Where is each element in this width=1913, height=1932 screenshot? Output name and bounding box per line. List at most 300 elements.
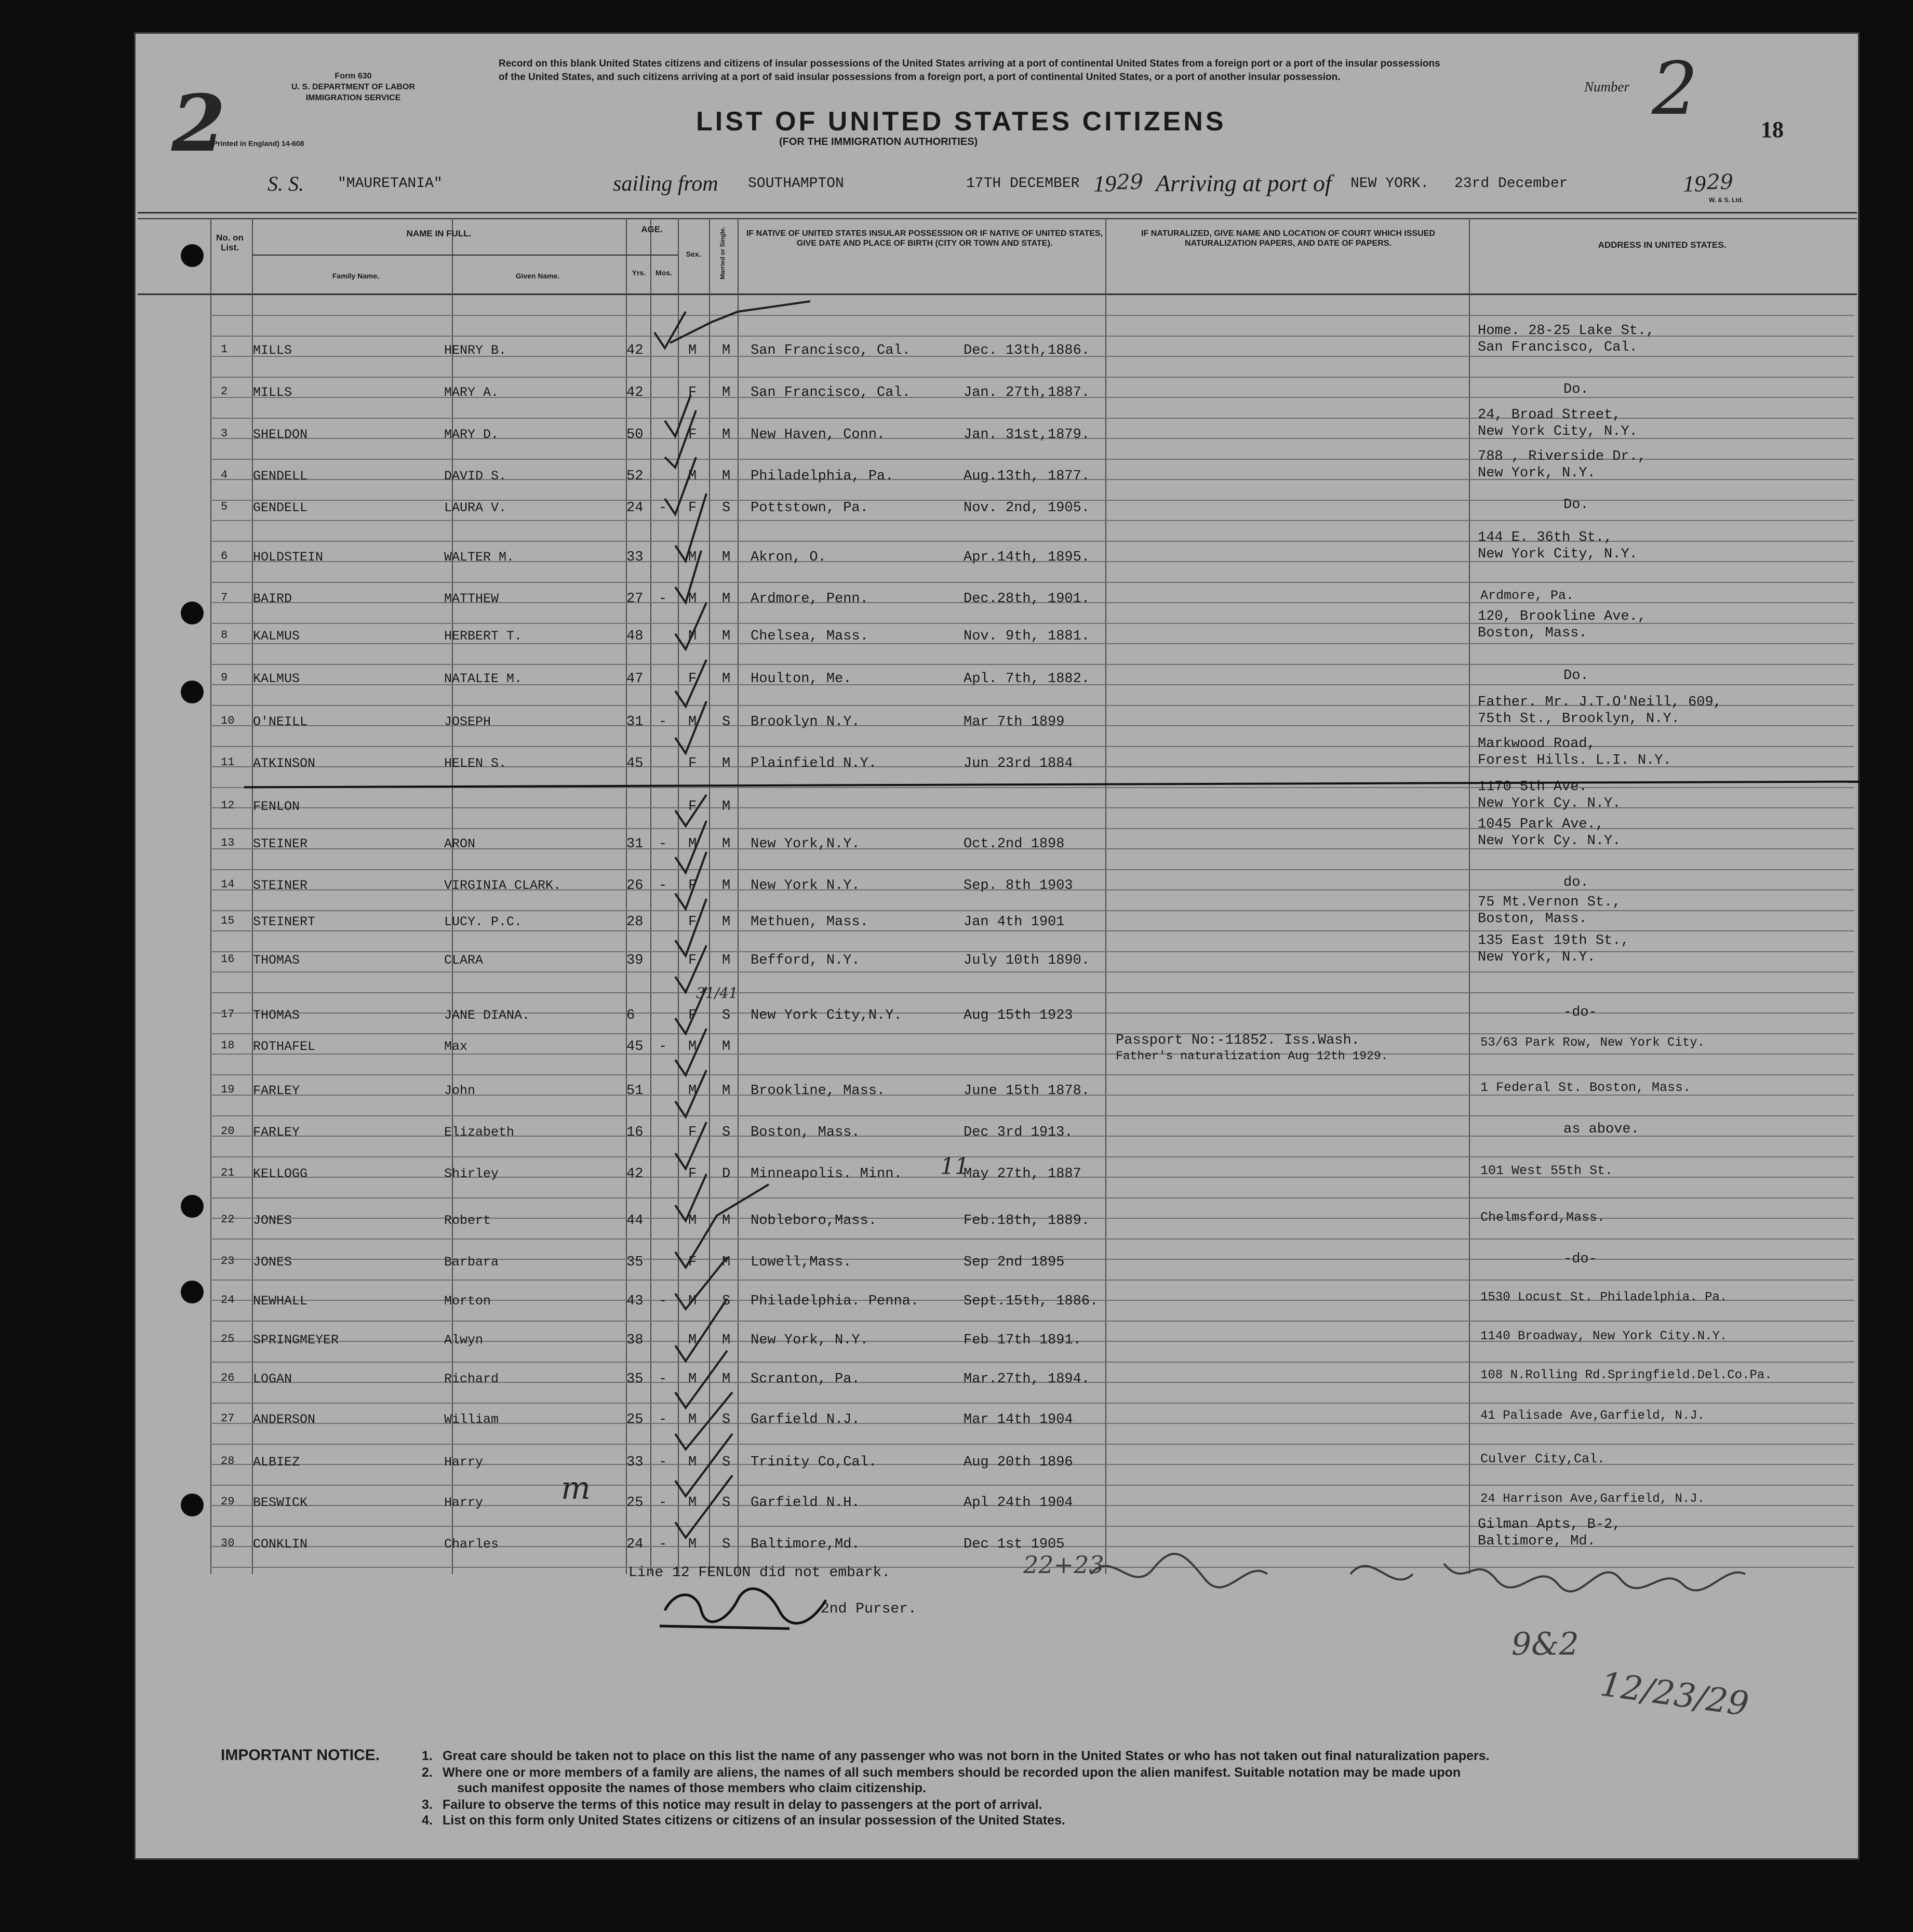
row-rule [210,951,1854,952]
age-years: 25 [626,1495,644,1511]
given-name: Barbara [444,1255,499,1270]
sex: M [688,591,697,607]
birth-place: Akron, O. [751,550,826,565]
row-number: 19 [221,1083,235,1096]
given-name: Elizabeth [444,1125,515,1140]
header-bottom-rule [138,294,1857,295]
punch-hole [181,244,204,267]
address-line-1: 788 , Riverside Dr., [1478,449,1647,464]
checkmarks [634,291,862,1569]
marital-status: M [722,671,731,687]
row-number: 8 [221,629,228,642]
number-value: 2 [1652,47,1698,131]
marital-status: S [722,1125,731,1140]
row-rule [210,520,1854,521]
address-line-2: New York City, N.Y. [1478,424,1638,439]
age-months: - [659,1371,667,1387]
row-21-mark: 11 [940,1153,969,1180]
family-name: FENLON [253,799,300,814]
arrive-date: 23rd December [1454,176,1568,192]
birth-place: Baltimore,Md. [751,1537,860,1552]
age-years: 45 [626,1039,644,1055]
checkmark [675,1029,706,1075]
birth-place: New York N.Y. [751,878,860,894]
age-months: - [659,1537,667,1552]
marital-status: S [722,1455,731,1470]
marital-status: D [722,1166,731,1182]
birth-place: Scranton, Pa. [751,1371,860,1387]
row-number: 27 [221,1412,235,1425]
address-line-2: San Francisco, Cal. [1478,340,1638,355]
year-prefix-1: 19 [1093,171,1116,196]
initials-mark: m [561,1470,591,1507]
row-rule [210,1115,1854,1116]
birth-date: Aug.13th, 1877. [964,469,1090,484]
row-rule [210,869,1854,870]
checkmark [675,899,706,956]
birth-place: Garfield N.J. [751,1412,860,1428]
birth-place: Brookline, Mass. [751,1083,886,1099]
sex: M [688,1039,697,1055]
sex: M [688,1333,697,1348]
address-line-1: 1170 5th Ave. [1478,779,1587,795]
given-name: Harry [444,1455,484,1470]
notice-label: IMPORTANT NOTICE. [221,1747,380,1764]
birth-place: Nobleboro,Mass. [751,1213,877,1229]
address-line-2: Boston, Mass. [1478,911,1587,927]
address-line-1: 24, Broad Street, [1478,407,1621,423]
row-number: 6 [221,550,228,563]
header-address: ADDRESS IN UNITED STATES. [1598,240,1727,250]
row-number: 13 [221,836,235,849]
given-name: HERBERT T. [444,629,523,644]
header-mos: Mos. [655,269,672,277]
notice-item-text: such manifest opposite the names of those members who claim citizenship. [457,1781,926,1795]
family-name: KELLOGG [253,1166,308,1181]
notice-item-text: List on this form only United States citizens or citizens of an insular possession of the United States. [443,1813,1065,1828]
age-months: - [659,714,667,730]
given-name: MATTHEW [444,591,499,606]
birth-place: Philadelphia. Penna. [751,1294,919,1309]
marital-status: M [722,953,731,968]
family-name: JONES [253,1213,292,1228]
column-rule [626,218,627,1574]
family-name: GENDELL [253,500,308,515]
age-years: 28 [626,914,644,930]
birth-date: Mar.27th, 1894. [964,1371,1090,1387]
birth-place: Garfield N.H. [751,1495,860,1511]
birth-date: Apl. 7th, 1882. [964,671,1090,687]
given-name: CLARA [444,953,484,968]
marital-status: M [722,1333,731,1348]
given-name: Charles [444,1537,499,1552]
given-name: William [444,1412,499,1427]
address-line-2: Forest Hills. L.I. N.Y. [1478,753,1671,768]
row-number: 25 [221,1333,235,1345]
ss-label: S. S. [267,172,304,195]
birth-date: Apl 24th 1904 [964,1495,1073,1511]
notice-item-number: 2. [422,1765,433,1780]
family-name: FARLEY [253,1125,300,1140]
family-name: THOMAS [253,1008,300,1023]
birth-date: Feb.18th, 1889. [964,1213,1090,1229]
family-name: NEWHALL [253,1294,308,1309]
sex: M [688,714,697,730]
corner-number: 2 [171,78,226,169]
address-line-2: Do. [1563,382,1589,397]
address-line-1: Gilman Apts, B-2, [1478,1517,1621,1533]
birth-date: Dec. 13th,1886. [964,343,1090,358]
notice-item-text: Where one or more members of a family are aliens, the names of all such members should be recorded upon the alien manifest. Suitable notation may be made upon [443,1765,1461,1780]
birth-date: Nov. 9th, 1881. [964,629,1090,644]
sex: F [688,799,697,815]
annotation-c: 12/23/29 [1598,1665,1751,1724]
marital-status: M [722,591,731,607]
jane-note: 31/41 [696,984,738,1002]
marital-status: M [722,799,731,815]
birth-place: New York,N.Y. [751,836,860,852]
checkmark [675,1351,727,1408]
column-rule [210,218,211,1574]
family-name: MILLS [253,343,292,358]
family-name: STEINERT [253,914,316,929]
birth-date: Apr.14th, 1895. [964,550,1090,565]
marital-status: M [722,1371,731,1387]
header-yrs: Yrs. [632,269,646,277]
header-naturalized: IF NATURALIZED, GIVE NAME AND LOCATION OF COURT WHICH ISSUED NATURALIZATION PAPERS, AND DATE OF PAPERS. [1141,229,1435,248]
address-line-2: 53/63 Park Row, New York City. [1480,1036,1705,1050]
row-rule [210,1074,1854,1075]
age-years: 48 [626,629,644,644]
sex: F [688,1125,697,1140]
address-line-2: Baltimore, Md. [1478,1534,1596,1549]
table-top-rule [138,212,1857,214]
checkmark [675,1122,706,1169]
age-months: - [659,836,667,852]
sex: M [688,836,697,852]
row-rule [210,1403,1854,1404]
notice-item-text: Great care should be taken not to place on this list the name of any passenger who was not born in the United States or who has not taken out final naturalization papers. [443,1749,1490,1763]
birth-place: Brooklyn N.Y. [751,714,860,730]
family-name: GENDELL [253,469,308,484]
age-years: 33 [626,550,644,565]
birth-date: Sep. 8th 1903 [964,878,1073,894]
row-number: 9 [221,671,228,684]
age-years: 45 [626,756,644,771]
birth-date: Dec.28th, 1901. [964,591,1090,607]
birth-place: New York, N.Y. [751,1333,868,1348]
family-name: KALMUS [253,671,300,686]
row-rule [210,582,1854,583]
age-years: 35 [626,1371,644,1387]
address-line-2: Chelmsford,Mass. [1480,1210,1606,1225]
row-number: 11 [221,756,235,769]
birth-date: Dec 3rd 1913. [964,1125,1073,1140]
given-name: LAURA V. [444,500,507,515]
checkmark [675,603,706,649]
address-line-2: Culver City,Cal. [1480,1451,1606,1467]
row-rule [210,746,1854,747]
family-name: SHELDON [253,427,308,442]
given-name: Alwyn [444,1333,484,1348]
age-years: 51 [626,1083,644,1099]
birth-date: Jan. 27th,1887. [964,385,1090,401]
address-line-1: Markwood Road, [1478,736,1596,752]
birth-date: Jun 23rd 1884 [964,756,1073,771]
page-title: LIST OF UNITED STATES CITIZENS [696,106,1226,137]
address-line-1: 144 E. 36th St., [1478,530,1613,545]
sex: F [688,500,697,516]
address-line-1: 75 Mt.Vernon St., [1478,895,1621,910]
marital-status: S [722,1294,731,1309]
address-line-2: 108 N.Rolling Rd.Springfield.Del.Co.Pa. [1480,1368,1772,1382]
given-name: Richard [444,1371,499,1387]
given-name: Shirley [444,1166,499,1181]
marital-status: M [722,550,731,565]
age-years: 38 [626,1333,644,1348]
marital-status: M [722,878,731,894]
birth-date: May 27th, 1887 [964,1166,1081,1182]
year-prefix-2: 19 [1683,171,1706,196]
arriving-label: Arriving at port of [1156,170,1332,196]
given-name: NATALIE M. [444,671,523,686]
marital-status: M [722,1213,731,1229]
sex: M [688,1537,697,1552]
birth-place: San Francisco, Cal. [751,343,911,358]
birth-place: Minneapolis. Minn. [751,1166,902,1182]
checkmark-line [670,301,810,343]
row-rule [210,664,1854,665]
row-number: 17 [221,1008,235,1021]
column-rule [452,218,453,1574]
checkmark [675,1070,706,1117]
department-name: U. S. DEPARTMENT OF LABOR [291,83,415,91]
address-line-1: 120, Brookline Ave., [1478,609,1647,624]
row-rule [210,1321,1854,1322]
row-rule [210,971,1854,972]
row-rule [210,1362,1854,1363]
birth-place: Lowell,Mass. [751,1255,852,1270]
sail-date: 17TH DECEMBER [966,176,1080,192]
marital-status: S [722,500,731,516]
row-rule [210,1238,1854,1240]
checkmark [675,795,706,826]
sex: M [688,1083,697,1099]
given-name: Max [444,1039,468,1054]
family-name: STEINER [253,836,308,851]
birth-place: Boston, Mass. [751,1125,860,1140]
address-line-2: 1530 Locust St. Philadelphia. Pa. [1480,1290,1728,1304]
birth-date: Jan 4th 1901 [964,914,1065,930]
sex: M [688,1371,697,1387]
birth-date: Nov. 2nd, 1905. [964,500,1090,516]
age-years: 16 [626,1125,644,1140]
voyage-line [0,165,1913,202]
age-years: 42 [626,343,644,358]
sex: F [688,756,697,771]
checkmark [675,1392,732,1449]
age-years: 44 [626,1213,644,1229]
checkmark [675,701,706,753]
row-number: 28 [221,1455,235,1468]
row-number: 3 [221,427,228,440]
family-name: LOGAN [253,1371,292,1387]
sex: F [688,1008,697,1023]
year-2: 29 [1707,170,1733,194]
family-name: ATKINSON [253,756,316,771]
birth-place: Methuen, Mass. [751,914,868,930]
row-number: 10 [221,714,235,727]
address-line-2: 101 West 55th St. [1480,1163,1613,1178]
address-line-2: New York, N.Y. [1478,465,1596,481]
number-label: Number [1584,79,1629,95]
sex: M [688,550,697,565]
annotation-b: 9&2 [1511,1626,1579,1662]
header-name: NAME IN FULL. [406,229,472,238]
row-number: 26 [221,1371,235,1384]
family-name: KALMUS [253,629,300,644]
sex: F [688,953,697,968]
marital-status: M [722,469,731,484]
checkmark [675,1174,706,1221]
signature-stroke [660,1589,826,1629]
birth-place: Ardmore, Penn. [751,591,868,607]
printed-note: (Printed in England) 14-608 [210,139,304,148]
punch-hole [181,1494,204,1516]
sex: M [688,1213,697,1229]
row-number: 16 [221,953,235,966]
row-rule [210,828,1854,829]
row-number: 5 [221,500,228,513]
form-number: Form 630 [335,72,372,81]
checkmark [665,395,691,436]
signature-stroke [1091,1554,1745,1591]
given-name: HENRY B. [444,343,507,358]
sex: F [688,385,697,401]
birth-place: New Haven, Conn. [751,427,886,443]
marital-status: M [722,1083,731,1099]
checkmark [675,1475,732,1538]
given-name: WALTER M. [444,550,515,565]
address-line-2: New York Cy. N.Y. [1478,833,1621,849]
checkmark [675,551,701,603]
footer-note: Line 12 FENLON did not embark. [628,1565,891,1581]
row-number: 22 [221,1213,235,1226]
purser-label: 2nd Purser. [821,1601,917,1617]
row-rule [210,315,1854,316]
address-line-2: Do. [1563,668,1589,684]
address-line-2: 1 Federal St. Boston, Mass. [1480,1080,1691,1095]
birth-date: July 10th 1890. [964,953,1090,968]
punch-hole [181,681,204,703]
row-number: 2 [221,385,228,398]
header-age: AGE. [641,224,663,234]
row-rule [210,992,1854,993]
checkmark [675,1299,727,1361]
age-months: - [659,878,667,894]
naturalization-1: Passport No:-11852. Iss.Wash. [1116,1033,1360,1048]
row-number: 1 [221,343,228,356]
age-years: 25 [626,1412,644,1428]
marital-status: M [722,1255,731,1270]
marital-status: S [722,1537,731,1552]
age-months: - [659,1039,667,1055]
family-name: THOMAS [253,953,300,968]
age-years: 24 [626,1537,644,1552]
family-name: BAIRD [253,591,292,606]
checkmark [665,457,696,514]
address-line-2: -do- [1563,1005,1597,1020]
row-number: 30 [221,1537,235,1550]
marital-status: M [722,427,731,443]
birth-place: San Francisco, Cal. [751,385,911,401]
age-years: 50 [626,427,644,443]
sex: M [688,343,697,358]
ship-name: "MAURETANIA" [338,176,443,192]
naturalization-2: Father's naturalization Aug 12th 1929. [1116,1049,1388,1063]
age-months: - [659,500,667,516]
header-married [709,218,736,294]
marital-status: S [722,1412,731,1428]
header-sub-rule [252,255,678,256]
given-name: MARY A. [444,385,499,400]
year-1: 29 [1117,170,1143,194]
address-line-2: 75th St., Brooklyn, N.Y. [1478,711,1680,727]
sex: M [688,1495,697,1511]
marital-status: S [722,714,731,730]
address-line-2: Boston, Mass. [1478,625,1587,641]
given-name: ARON [444,836,476,851]
row-rule [210,1033,1854,1034]
sex: F [688,914,697,930]
row-rule [210,1197,1854,1198]
family-name: ALBIEZ [253,1455,300,1470]
birth-date: Mar 7th 1899 [964,714,1065,730]
birth-date: Feb 17th 1891. [964,1333,1081,1348]
header-married-label: Married or Single. [719,226,726,279]
birth-place: Chelsea, Mass. [751,629,868,644]
sex: F [688,427,697,443]
punch-hole [181,1195,204,1218]
punch-hole [181,602,204,624]
row-number: 21 [221,1166,235,1179]
given-name: JOSEPH [444,714,491,729]
birth-date: Jan. 31st,1879. [964,427,1090,443]
annotation-a: 22+23 [1023,1551,1104,1579]
birth-place: Trinity Co,Cal. [751,1455,877,1470]
table-top-rule-2 [138,218,1857,219]
address-line-1: 135 East 19th St., [1478,933,1629,949]
marital-status: M [722,385,731,401]
sex: F [688,878,697,894]
address-line-2: New York City, N.Y. [1478,547,1638,562]
age-years: 6 [626,1008,635,1023]
birth-place: New York City,N.Y. [751,1008,902,1023]
marital-status: M [722,914,731,930]
printer-mark: W. & S. Ltd. [1709,196,1743,204]
header-no: No. on List. [216,233,244,252]
family-name: ROTHAFEL [253,1039,316,1054]
address-line-1: 1045 Park Ave., [1478,817,1604,832]
address-line-2: -do- [1563,1251,1597,1267]
given-name: JANE DIANA. [444,1008,530,1023]
birth-date: June 15th 1878. [964,1083,1090,1099]
address-line-2: Ardmore, Pa. [1480,588,1574,603]
column-rule [1469,218,1470,1574]
birth-date: Sep 2nd 1895 [964,1255,1065,1270]
birth-date: Oct.2nd 1898 [964,836,1065,852]
notice-item-number: 4. [422,1813,433,1828]
